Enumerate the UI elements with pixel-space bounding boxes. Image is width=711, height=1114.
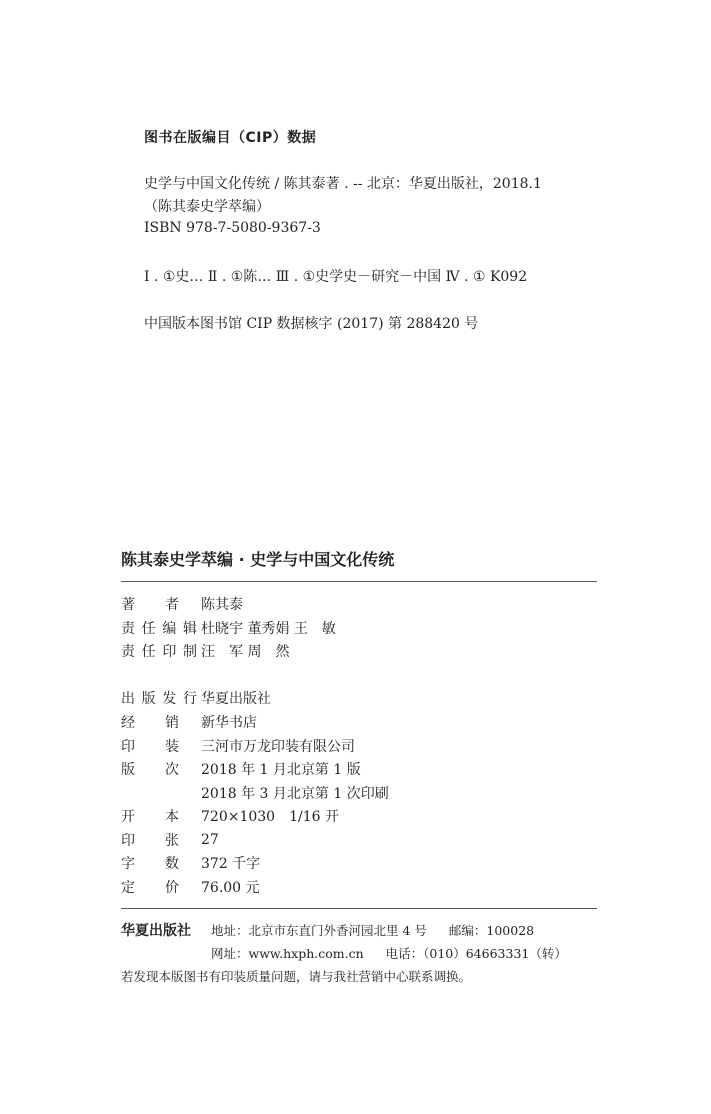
cip-series-line: （陈其泰史学萃编） — [144, 199, 270, 215]
credit-label: 出版发行 — [121, 691, 197, 707]
cip-classification-line: Ⅰ . ①史… Ⅱ . ①陈… Ⅲ . ①史学史－研究－中国 Ⅳ . ① K092 — [144, 269, 528, 285]
quality-notice: 若发现本版图书有印装质量问题，请与我社营销中心联系调换。 — [121, 969, 472, 984]
credit-label: 印 张 — [121, 833, 179, 849]
publisher-address: 地址：北京市东直门外香河园北里 4 号 — [211, 923, 427, 938]
credit-row-distributor — [121, 711, 257, 733]
credit-row-editors — [121, 617, 336, 639]
credit-value: 720×1030 1/16 开 — [201, 809, 339, 825]
credit-row-printing — [121, 782, 389, 804]
credit-value: 372 千字 — [201, 856, 261, 872]
credit-value: 华夏出版社 — [201, 691, 271, 707]
credit-value: 陈其泰 — [201, 597, 243, 613]
credit-row-sheets — [121, 829, 219, 851]
credit-label: 责任编辑 — [121, 621, 197, 637]
cip-title-line: 史学与中国文化传统 / 陈其泰著 . -- 北京：华夏出版社，2018.1 — [144, 176, 542, 192]
cip-isbn-line: ISBN 978-7-5080-9367-3 — [144, 220, 321, 236]
credit-row-wordcount — [121, 852, 260, 874]
book-title: 陈其泰史学萃编 · 史学与中国文化传统 — [121, 550, 395, 569]
credit-row-author — [121, 593, 243, 615]
credit-row-format — [121, 805, 339, 827]
publisher-name: 华夏出版社 — [121, 923, 191, 939]
credit-label: 定 价 — [121, 880, 179, 896]
credit-label: 责任印制 — [121, 644, 197, 660]
footer-divider — [121, 908, 597, 909]
credit-label: 版 次 — [121, 762, 179, 778]
publisher-postcode: 邮编：100028 — [448, 923, 535, 938]
credit-value: 汪 军 周 然 — [201, 644, 290, 660]
publisher-phone: 电话：（010）64663331（转） — [385, 946, 567, 961]
publisher-contact-line — [211, 944, 567, 962]
credit-row-printer — [121, 735, 355, 757]
credit-value: 76.00 元 — [201, 880, 260, 896]
credit-row-edition — [121, 758, 361, 780]
cip-heading: 图书在版编目（CIP）数据 — [144, 130, 317, 146]
title-divider — [121, 581, 597, 582]
credit-value: 杜晓宇 董秀娟 王 敏 — [201, 621, 336, 637]
credit-row-price — [121, 876, 260, 898]
credit-label: 著 者 — [121, 597, 179, 613]
credit-value: 2018 年 3 月北京第 1 次印刷 — [201, 786, 389, 802]
publisher-website: 网址：www.hxph.com.cn — [211, 946, 364, 961]
credit-label: 印 装 — [121, 739, 179, 755]
credit-value: 27 — [201, 832, 219, 848]
credit-label: 开 本 — [121, 809, 179, 825]
publisher-address-line — [211, 921, 534, 939]
credit-row-publisher — [121, 687, 271, 709]
credit-value: 新华书店 — [201, 715, 257, 731]
credit-label: 字 数 — [121, 856, 179, 872]
cip-record-line: 中国版本图书馆 CIP 数据核字 (2017) 第 288420 号 — [144, 316, 479, 332]
credit-label: 经 销 — [121, 715, 179, 731]
credit-value: 2018 年 1 月北京第 1 版 — [201, 762, 361, 778]
credit-value: 三河市万龙印装有限公司 — [201, 739, 355, 755]
credit-row-print-supervisors — [121, 640, 289, 662]
